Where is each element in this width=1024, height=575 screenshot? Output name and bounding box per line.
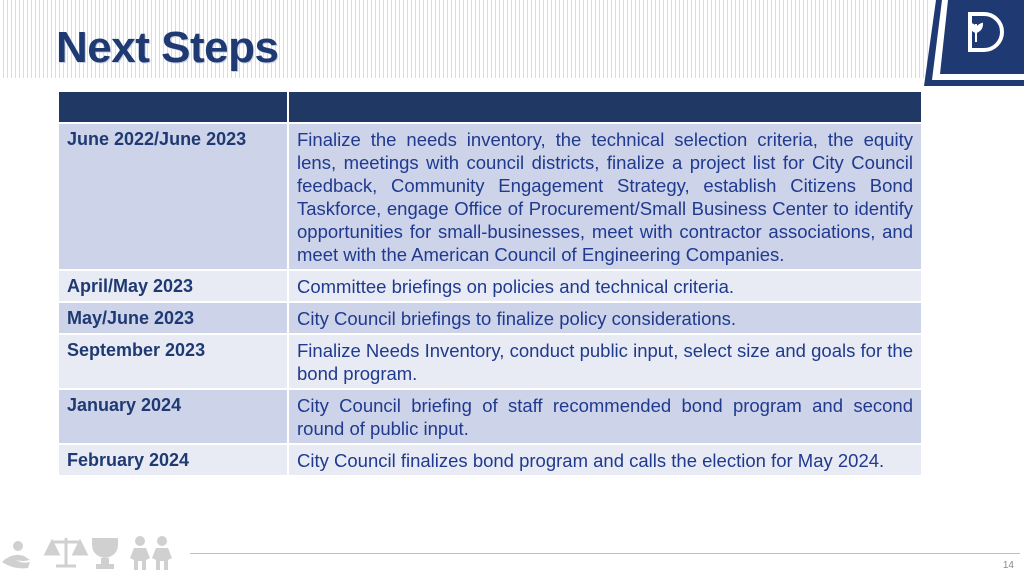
next-steps-table [59,92,921,475]
page-title: Next Steps [56,23,279,72]
row-date: April/May 2023 [59,270,288,302]
row-date: June 2022/June 2023 [59,123,288,270]
table-row [59,270,921,302]
table-row [59,123,921,270]
row-task: Finalize the needs inventory, the technical selection criteria, the equity lens, meetings with council districts, finalize a project list for City Council feedback, Community Engagement Strategy, establish Citizens Bond Taskforce, engage Office of Procurement/Small Business Center to identify opportunities for small-businesses, meet with contractor associations, and meet with the American Council of Engineering Companies. [288,123,921,270]
table-row [59,389,921,444]
page-number: 14 [1002,560,1014,571]
city-logo-icon [924,0,1024,90]
table-row [59,334,921,389]
header-cell-date [59,92,288,123]
table-header-row [59,92,921,123]
trophy-icon [92,538,118,569]
footer-divider [190,553,1020,554]
row-date: September 2023 [59,334,288,389]
row-date: January 2024 [59,389,288,444]
row-task: City Council briefings to finalize policy considerations. [288,302,921,334]
row-date: February 2024 [59,444,288,475]
row-task: Committee briefings on policies and technical criteria. [288,270,921,302]
row-task: Finalize Needs Inventory, conduct public input, select size and goals for the bond program. [288,334,921,389]
row-task: City Council briefing of staff recommended bond program and second round of public input. [288,389,921,444]
footer-icons [0,532,190,570]
table-row [59,302,921,334]
row-task: City Council finalizes bond program and calls the election for May 2024. [288,444,921,475]
hands-icon [2,541,30,568]
header-cell-task [288,92,921,123]
people-icon [130,536,172,570]
row-date: May/June 2023 [59,302,288,334]
table-row [59,444,921,475]
scales-icon [46,538,86,566]
